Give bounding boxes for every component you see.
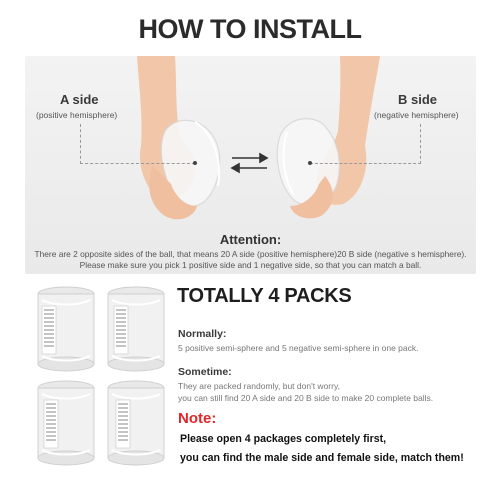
- sometime-line-2: you can still find 20 A side and 20 B side to make 20 complete balls.: [178, 393, 434, 403]
- attention-line-1: There are 2 opposite sides of the ball, that means 20 A side (positive hemisphere)20 B side (negative s hemisphere).: [34, 249, 467, 259]
- a-side-sublabel: (positive hemisphere): [36, 110, 118, 120]
- b-side-sublabel: (negative hemisphere): [374, 110, 459, 120]
- pack-image-4: [104, 380, 168, 466]
- swap-arrows-icon: [232, 154, 267, 172]
- sometime-heading: Sometime:: [178, 366, 232, 378]
- b-side-label: B side: [398, 92, 438, 107]
- a-side-label: A side: [60, 92, 99, 107]
- pack-image-1: [34, 286, 98, 372]
- note-line-1: Please open 4 packages completely first,: [180, 433, 387, 445]
- b-side-pointer-vertical: [420, 124, 421, 164]
- a-side-pointer-vertical: [80, 124, 81, 164]
- page-title: HOW TO INSTALL: [138, 14, 362, 44]
- sometime-line-1: They are packed randomly, but don't worry,: [178, 381, 340, 391]
- b-side-dot: [308, 161, 312, 165]
- attention-line-2: Please make sure you pick 1 positive side and 1 negative side, so that you can match a ball.: [79, 260, 422, 270]
- attention-heading: Attention:: [219, 232, 282, 247]
- pack-image-3: [34, 380, 98, 466]
- note-heading: Note:: [178, 410, 217, 427]
- b-side-pointer: [310, 163, 421, 164]
- normally-heading: Normally:: [178, 328, 227, 340]
- normally-text: 5 positive semi-sphere and 5 negative semi-sphere in one pack.: [178, 343, 419, 353]
- note-line-2: you can find the male side and female side, match them!: [180, 452, 464, 464]
- a-side-pointer: [80, 163, 195, 164]
- packs-heading: TOTALLY 4 PACKS: [177, 285, 352, 307]
- a-side-dot: [193, 161, 197, 165]
- pack-image-2: [104, 286, 168, 372]
